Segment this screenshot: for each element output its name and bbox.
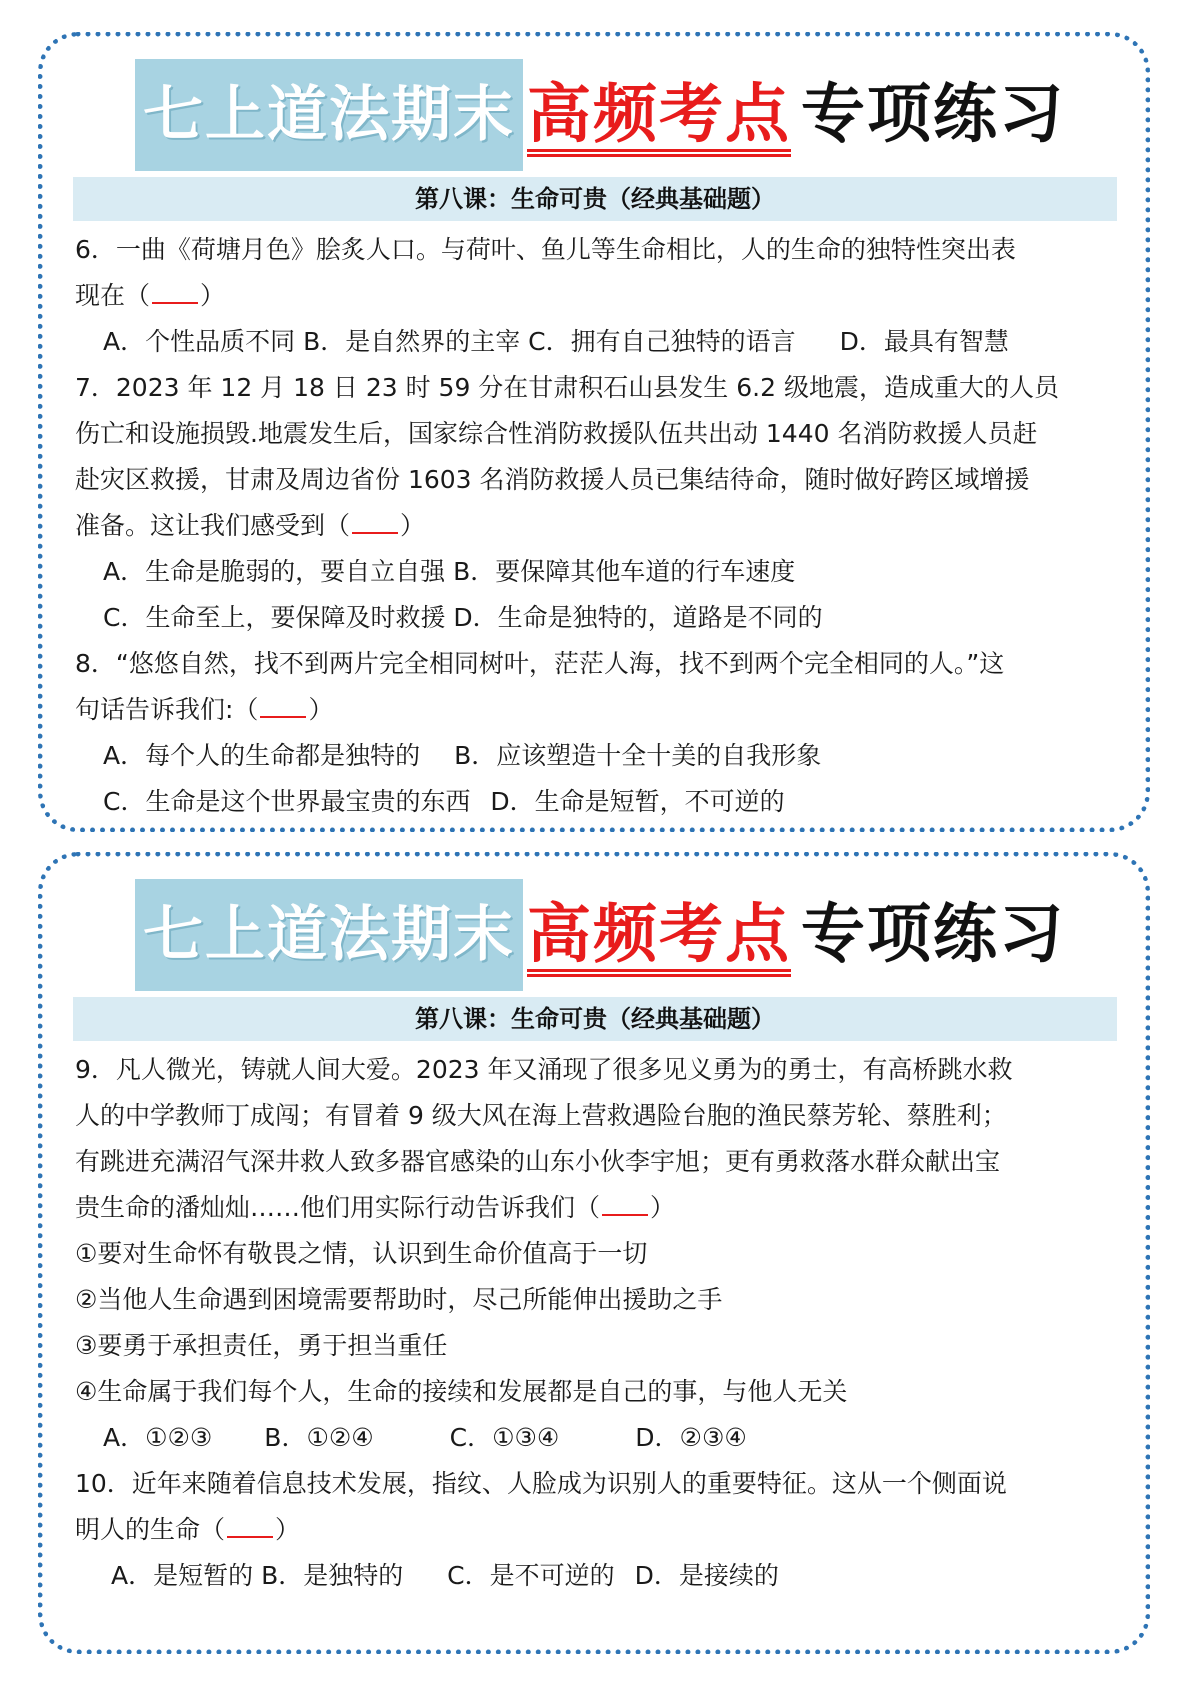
question-stem: 6．一曲《荷塘月色》脍炙人口。与荷叶、鱼儿等生命相比，人的生命的独特性突出表	[75, 235, 1016, 264]
title-part-practice: 专项练习	[801, 77, 1065, 152]
stem-text: 现在（	[75, 281, 151, 310]
question-stem: 9．凡人微光，铸就人间大爱。2023 年又涌现了很多见义勇为的勇士，有高桥跳水救	[75, 1055, 1013, 1084]
question-stem: 有跳进充满沼气深井救人致多器官感染的山东小伙李宇旭；更有勇救落水群众献出宝	[75, 1147, 1001, 1176]
stem-text: 贵生命的潘灿灿……他们用实际行动告诉我们（	[75, 1193, 601, 1222]
option-c[interactable]: C．拥有自己独特的语言	[528, 327, 796, 356]
answer-options	[75, 733, 1115, 779]
option-a[interactable]: A．每个人的生命都是独特的	[103, 741, 421, 770]
worksheet-title	[135, 879, 1075, 991]
answer-blank[interactable]	[260, 690, 306, 718]
worksheet-card-2	[38, 852, 1150, 1654]
question-stem	[75, 1185, 1115, 1231]
question-stem: 8．“悠悠自然，找不到两片完全相同树叶，茫茫人海，找不到两个完全相同的人。”这	[75, 649, 1005, 678]
option-d[interactable]: D．最具有智慧	[839, 327, 1009, 356]
question-stem: 10．近年来随着信息技术发展，指纹、人脸成为识别人的重要特征。这从一个侧面说	[75, 1469, 1007, 1498]
answer-options	[75, 549, 1115, 595]
question-8	[75, 641, 1115, 825]
title-part-highlight: 高频考点	[523, 879, 795, 991]
stem-text: ）	[200, 281, 226, 310]
option-d[interactable]: D．是接续的	[634, 1561, 779, 1590]
option-b[interactable]: B．要保障其他车道的行车速度	[453, 557, 796, 586]
option-d[interactable]: D．生命是独特的，道路是不同的	[453, 603, 823, 632]
answer-options	[75, 779, 1115, 825]
question-stem	[75, 503, 1115, 549]
option-d[interactable]: D．生命是短暂，不可逆的	[490, 787, 785, 816]
stem-text: 句话告诉我们:（	[75, 695, 259, 724]
question-stem	[75, 687, 1115, 733]
answer-options	[75, 319, 1115, 365]
option-b[interactable]: B．是自然界的主宰	[303, 327, 521, 356]
question-stem: 7．2023 年 12 月 18 日 23 时 59 分在甘肃积石山县发生 6.2 级地震，造成重大的人员	[75, 373, 1059, 402]
title-part-subject: 七上道法期末	[135, 59, 523, 171]
option-a[interactable]: A．生命是脆弱的，要自立自强	[103, 557, 446, 586]
option-a[interactable]: A．①②③	[103, 1423, 213, 1452]
question-list	[75, 1047, 1115, 1599]
question-stem	[75, 1507, 1115, 1553]
title-part-subject: 七上道法期末	[135, 879, 523, 991]
question-10	[75, 1461, 1115, 1599]
lesson-heading: 第八课：生命可贵（经典基础题）	[73, 997, 1117, 1041]
answer-options	[75, 595, 1115, 641]
answer-blank[interactable]	[152, 276, 198, 304]
question-stem	[75, 273, 1115, 319]
option-c[interactable]: C．①③④	[449, 1423, 560, 1452]
statement-4: ④生命属于我们每个人，生命的接续和发展都是自己的事，与他人无关	[75, 1377, 848, 1406]
title-part-highlight: 高频考点	[523, 59, 795, 171]
statement-1: ①要对生命怀有敬畏之情，认识到生命价值高于一切	[75, 1239, 648, 1268]
stem-text: 准备。这让我们感受到（	[75, 511, 351, 540]
option-d[interactable]: D．②③④	[635, 1423, 747, 1452]
option-a[interactable]: A．是短暂的	[111, 1561, 254, 1590]
question-7	[75, 365, 1115, 641]
answer-options	[75, 1415, 1115, 1461]
worksheet-title	[135, 59, 1075, 171]
worksheet-card-1	[38, 32, 1150, 832]
option-c[interactable]: C．生命至上，要保障及时救援	[103, 603, 446, 632]
option-b[interactable]: B．①②④	[264, 1423, 374, 1452]
option-b[interactable]: B．是独特的	[261, 1561, 404, 1590]
answer-blank[interactable]	[352, 506, 398, 534]
option-a[interactable]: A．个性品质不同	[103, 327, 296, 356]
answer-blank[interactable]	[227, 1510, 273, 1538]
question-6	[75, 227, 1115, 365]
statement-2: ②当他人生命遇到困境需要帮助时，尽己所能伸出援助之手	[75, 1285, 723, 1314]
question-stem: 人的中学教师丁成闯；有冒着 9 级大风在海上营救遇险台胞的渔民蔡芳轮、蔡胜利；	[75, 1101, 1007, 1130]
question-list	[75, 227, 1115, 825]
stem-text: ）	[400, 511, 426, 540]
stem-text: ）	[308, 695, 334, 724]
question-stem: 伤亡和设施损毁.地震发生后，国家综合性消防救援队伍共出动 1440 名消防救援人员赶	[75, 419, 1038, 448]
question-9	[75, 1047, 1115, 1461]
stem-text: ）	[275, 1515, 301, 1544]
question-stem: 赴灾区救援，甘肃及周边省份 1603 名消防救援人员已集结待命，随时做好跨区域增援	[75, 465, 1030, 494]
lesson-heading: 第八课：生命可贵（经典基础题）	[73, 177, 1117, 221]
option-c[interactable]: C．是不可逆的	[447, 1561, 615, 1590]
option-c[interactable]: C．生命是这个世界最宝贵的东西	[103, 787, 471, 816]
option-b[interactable]: B．应该塑造十全十美的自我形象	[454, 741, 822, 770]
answer-blank[interactable]	[602, 1188, 648, 1216]
statement-3: ③要勇于承担责任，勇于担当重任	[75, 1331, 448, 1360]
title-part-practice: 专项练习	[801, 897, 1065, 972]
stem-text: ）	[650, 1193, 676, 1222]
answer-options	[75, 1553, 1115, 1599]
stem-text: 明人的生命（	[75, 1515, 226, 1544]
